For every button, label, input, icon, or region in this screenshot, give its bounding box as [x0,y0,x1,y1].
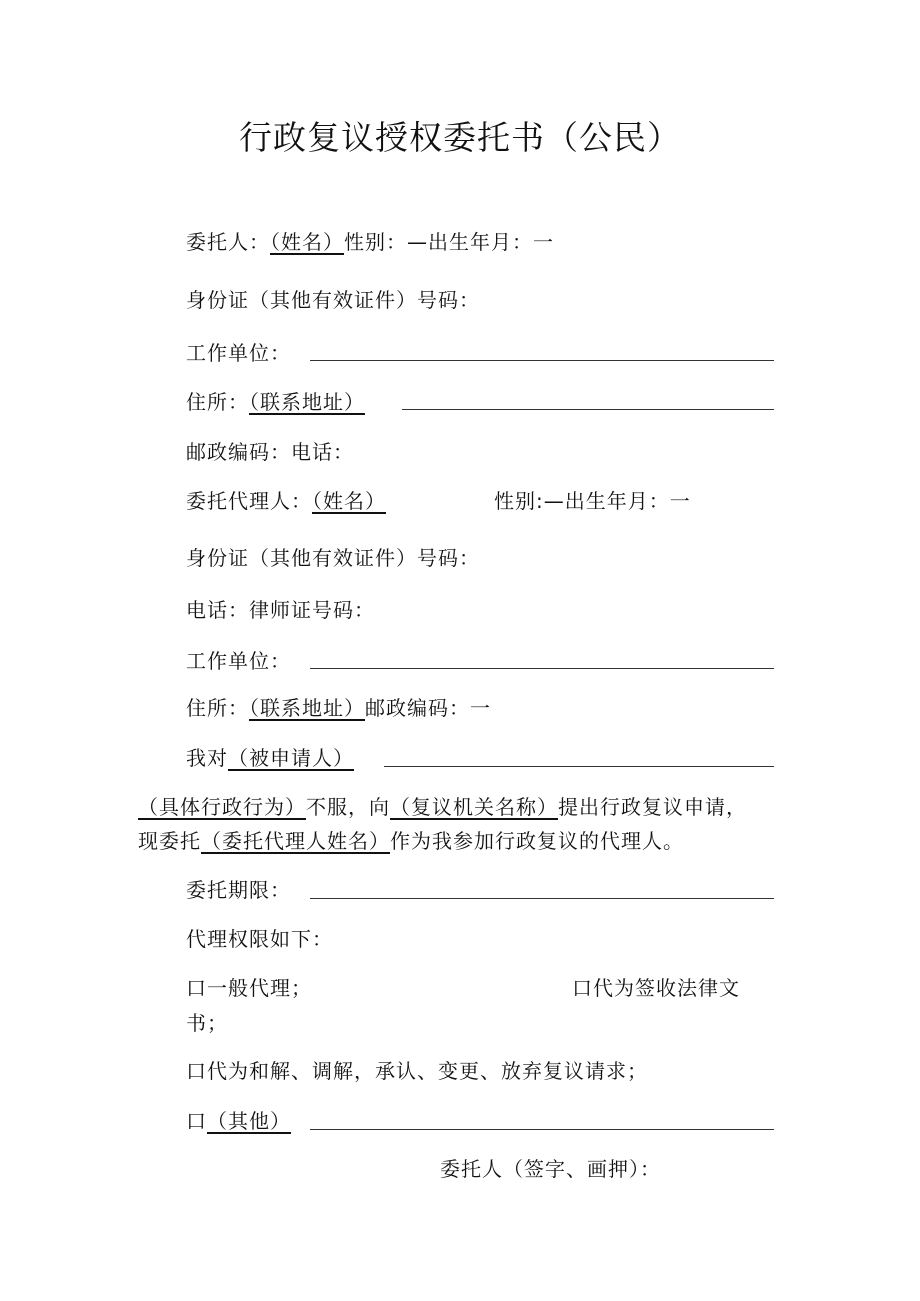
principal-address-label: 住所： [186,390,249,414]
opt-other-checkbox[interactable]: 口 [186,1109,207,1133]
principal-label: 委托人： [186,230,270,254]
respondent-line[interactable] [384,766,774,767]
opt-special[interactable]: 口代为和解、调解，承认、变更、放弃复议请求； [186,1059,648,1083]
opt-other-row [186,1108,291,1134]
statement-row-3 [138,828,684,854]
agent-address-row [186,695,491,721]
statement-prefix: 我对 [186,746,228,770]
agent-postal: 邮政编码：一 [365,696,491,720]
statement-text-4: 作为我参加行政复议的代理人。 [390,829,684,853]
agent-name-field[interactable]: （姓名） [312,489,386,513]
principal-work-label: 工作单位： [186,341,291,365]
statement-text-3: 现委托 [138,829,201,853]
principal-id-label: 身份证（其他有效证件）号码： [186,288,480,312]
respondent-field[interactable]: （被申请人） [228,746,354,770]
act-field[interactable]: （具体行政行为） [138,795,306,819]
document-title: 行政复议授权委托书（公民） [239,118,681,157]
principal-address-row [186,389,365,415]
statement-row-1 [186,745,354,771]
principal-name-field[interactable]: （姓名） [270,230,344,254]
opt-other-line[interactable] [310,1129,774,1130]
statement-row-2 [138,794,747,820]
principal-address-field[interactable]: （联系地址） [249,390,365,414]
principal-row [186,229,554,255]
statement-text-2: 提出行政复议申请， [558,795,747,819]
agent-row [186,488,386,514]
agent-gender-birth: 性别:—出生年月：一 [494,489,691,513]
opt-general[interactable]: 口一般代理； [186,976,312,1000]
opt-other-field[interactable]: （其他） [207,1109,291,1133]
agent-label: 委托代理人： [186,489,312,513]
agent-name-ref-field[interactable]: （委托代理人姓名） [201,829,390,853]
agent-id-label: 身份证（其他有效证件）号码： [186,546,480,570]
statement-text-1: 不服，向 [306,795,390,819]
authority-label: 代理权限如下： [186,927,333,951]
term-label: 委托期限： [186,878,291,902]
agent-phone-license: 电话：律师证号码： [186,598,375,622]
opt-receive-docs[interactable]: 口代为签收法律文 [572,976,740,1000]
opt-receive-docs-cont: 书； [186,1011,228,1035]
agent-work-label: 工作单位： [186,649,291,673]
signature-label: 委托人（签字、画押）： [440,1157,661,1181]
principal-postal-phone: 邮政编码：电话： [186,440,354,464]
agent-work-field[interactable] [310,668,774,669]
agent-address-label: 住所： [186,696,249,720]
agent-address-field[interactable]: （联系地址） [249,696,365,720]
organ-field[interactable]: （复议机关名称） [390,795,558,819]
term-field[interactable] [310,898,774,899]
principal-work-field[interactable] [310,360,774,361]
principal-gender-birth: 性别：—出生年月：一 [344,230,554,254]
principal-address-line[interactable] [402,409,774,410]
